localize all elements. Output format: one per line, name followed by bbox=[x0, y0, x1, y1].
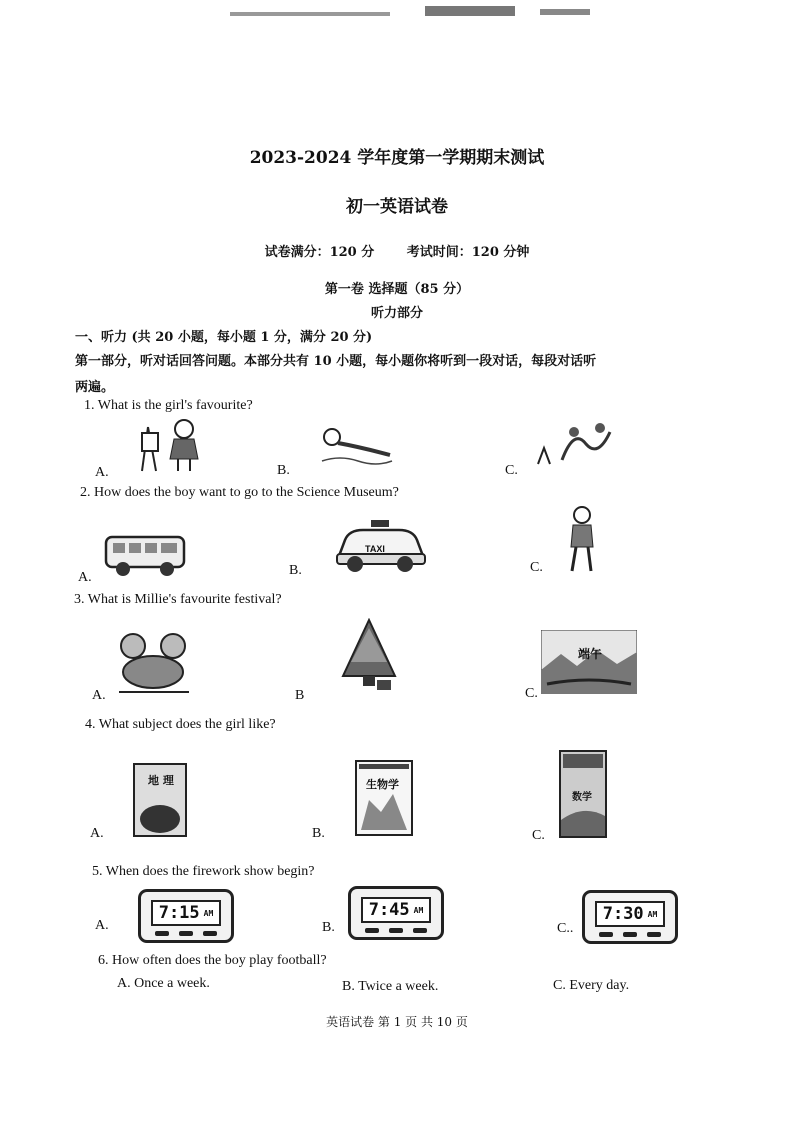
section-heading: 一、听力 (共 20 小题，每小题 1 分，满分 20 分) bbox=[75, 330, 373, 345]
q3-option-a[interactable]: A. bbox=[92, 688, 106, 703]
clock-a bbox=[138, 889, 234, 943]
q1-option-a[interactable]: A. bbox=[95, 465, 109, 480]
part-title: 第一卷 选择题（85 分） bbox=[324, 282, 470, 297]
page-footer: 英语试卷 第 1 页 共 10 页 bbox=[326, 1015, 468, 1029]
book-c-label: 数学 bbox=[572, 792, 592, 803]
question-3: 3. What is Millie's favourite festival? bbox=[74, 592, 282, 607]
q4-option-c[interactable]: C. bbox=[532, 828, 545, 843]
q4-option-b[interactable]: B. bbox=[312, 826, 325, 841]
instructions-line2: 两遍。 bbox=[75, 380, 115, 395]
dragon-boat-festival-icon bbox=[541, 630, 637, 694]
clock-a-display: 7:15 AM bbox=[151, 900, 221, 926]
full-score: 试卷满分：120 分 bbox=[264, 245, 375, 260]
festival-c-label: 端午 bbox=[578, 647, 603, 661]
taxi-label: TAXI bbox=[365, 544, 385, 554]
q1-option-c[interactable]: C. bbox=[505, 463, 518, 478]
clock-c-display: 7:30 AM bbox=[595, 901, 665, 927]
question-4: 4. What subject does the girl like? bbox=[85, 717, 276, 732]
exam-time: 考试时间：120 分钟 bbox=[406, 245, 530, 260]
q3-option-c[interactable]: C. bbox=[525, 686, 538, 701]
q5-option-c[interactable]: C.. bbox=[557, 921, 574, 936]
listening-label: 听力部分 bbox=[370, 306, 423, 321]
scan-header-smudge-icon bbox=[230, 6, 590, 22]
walking-boy-icon bbox=[563, 505, 601, 575]
q6-option-c[interactable]: C. Every day. bbox=[553, 978, 630, 993]
exam-subtitle: 初一英语试卷 bbox=[346, 197, 448, 217]
question-1: 1. What is the girl's favourite? bbox=[84, 398, 253, 413]
clock-b-display: 7:45 AM bbox=[361, 897, 431, 923]
question-6: 6. How often does the boy play football? bbox=[98, 953, 327, 968]
q5-option-b[interactable]: B. bbox=[322, 920, 335, 935]
q5-option-a[interactable]: A. bbox=[95, 918, 109, 933]
swimmer-icon bbox=[320, 425, 395, 467]
q4-option-a[interactable]: A. bbox=[90, 826, 104, 841]
q1-option-b[interactable]: B. bbox=[277, 463, 290, 478]
bus-icon bbox=[103, 533, 188, 578]
instructions-line1: 第一部分，听对话回答问题。本部分共有 10 小题，每小题你将听到一段对话，每段对话听 bbox=[75, 354, 597, 369]
exam-title: 2023-2024 学年度第一学期期末测试 bbox=[249, 148, 545, 168]
clock-b bbox=[348, 886, 444, 940]
q2-option-a[interactable]: A. bbox=[78, 570, 92, 585]
q6-option-b[interactable]: B. Twice a week. bbox=[342, 979, 439, 994]
exam-meta bbox=[0, 241, 794, 260]
q2-option-c[interactable]: C. bbox=[530, 560, 543, 575]
biology-book-icon bbox=[355, 760, 413, 836]
book-b-label: 生物学 bbox=[366, 778, 399, 791]
clock-c bbox=[582, 890, 678, 944]
girl-painting-icon bbox=[138, 415, 208, 473]
book-a-label: 地 理 bbox=[148, 774, 174, 787]
question-2: 2. How does the boy want to go to the Science Museum? bbox=[80, 485, 399, 500]
dancing-figures-icon bbox=[528, 418, 618, 470]
q2-option-b[interactable]: B. bbox=[289, 563, 302, 578]
christmas-tree-icon bbox=[337, 618, 402, 693]
lantern-festival-kids-icon bbox=[113, 628, 195, 696]
q3-option-b[interactable]: B bbox=[295, 688, 305, 703]
question-5: 5. When does the firework show begin? bbox=[92, 864, 315, 879]
q6-option-a[interactable]: A. Once a week. bbox=[117, 976, 210, 991]
